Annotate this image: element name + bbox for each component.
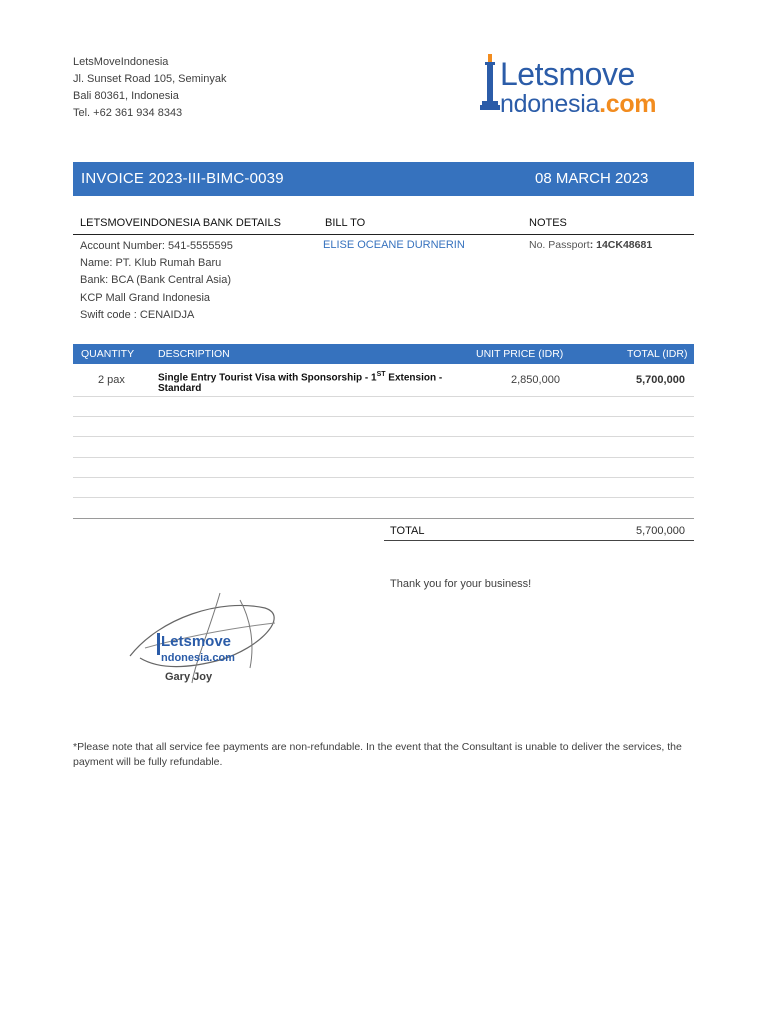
stamp-text-letsmove: Letsmove <box>161 633 232 650</box>
company-logo <box>478 52 688 118</box>
bank-details <box>80 238 233 324</box>
company-address-line1: Jl. Sunset Road 105, Seminyak <box>73 73 227 85</box>
total-label: TOTAL <box>390 525 425 537</box>
bank-account-name: Name: PT. Klub Rumah Baru <box>80 257 222 270</box>
header-quantity: QUANTITY <box>81 348 135 360</box>
description-text-end: Extension - Standard <box>158 372 443 395</box>
header-description: DESCRIPTION <box>158 348 230 360</box>
invoice-number: INVOICE 2023-III-BIMC-0039 <box>81 170 284 187</box>
refund-policy-note: *Please note that all service fee payments are non-refundable. In the event that the Consultant is unable to deliver the services, the payment will be fully refundable. <box>73 741 682 768</box>
table-bottom-border <box>73 518 694 519</box>
total-amount: 5,700,000 <box>636 525 685 537</box>
logo-text-ndonesia: ndonesia <box>500 90 600 118</box>
row-description <box>158 369 478 394</box>
logo-text-indonesia <box>500 90 656 118</box>
logo-text-dotcom: .com <box>599 90 657 118</box>
table-row-divider <box>73 416 694 417</box>
total-underline <box>384 540 694 541</box>
bill-to-heading: BILL TO <box>325 217 366 229</box>
table-row-divider <box>73 477 694 478</box>
table-row-divider <box>73 497 694 498</box>
company-address-line2: Bali 80361, Indonesia <box>73 90 179 102</box>
company-address <box>73 54 226 122</box>
header-total: TOTAL (IDR) <box>627 348 688 360</box>
logo-text-letsmove: Letsmove <box>500 56 635 92</box>
company-name: LetsMoveIndonesia <box>73 56 169 68</box>
invoice-date: 08 MARCH 2023 <box>535 170 649 187</box>
notes-heading: NOTES <box>529 217 567 229</box>
company-phone: Tel. +62 361 934 8343 <box>73 107 183 119</box>
bank-swift-code: Swift code : CENAIDJA <box>80 308 195 321</box>
bank-details-heading: LETSMOVEINDONESIA BANK DETAILS <box>80 217 281 229</box>
thank-you-message: Thank you for your business! <box>390 578 532 590</box>
table-row-divider <box>73 436 694 437</box>
description-text: Single Entry Tourist Visa with Sponsorship - 1 <box>158 372 377 384</box>
passport-label: No. Passport <box>529 239 590 251</box>
table-row-divider <box>73 396 694 397</box>
bill-to-name: ELISE OCEANE DURNERIN <box>323 239 465 251</box>
section-divider <box>73 234 694 235</box>
passport-note <box>529 239 652 251</box>
row-quantity: 2 pax <box>98 374 125 386</box>
items-table-header <box>73 344 694 364</box>
bank-name: Bank: BCA (Bank Central Asia) <box>80 274 232 287</box>
signatory-name: Gary Joy <box>165 671 213 683</box>
bank-account-number: Account Number: 541-5555595 <box>80 240 233 252</box>
monument-icon <box>480 54 500 112</box>
invoice-header-bar <box>73 162 694 196</box>
stamp-text-indonesia: ndonesia.com <box>161 652 235 664</box>
row-total: 5,700,000 <box>636 374 685 386</box>
table-row-divider <box>73 457 694 458</box>
row-unit-price: 2,850,000 <box>511 374 560 386</box>
bank-branch: KCP Mall Grand Indonesia <box>80 291 211 304</box>
header-unit-price: UNIT PRICE (IDR) <box>476 348 564 360</box>
passport-value: : 14CK48681 <box>589 239 653 251</box>
description-superscript: ST <box>376 371 386 378</box>
